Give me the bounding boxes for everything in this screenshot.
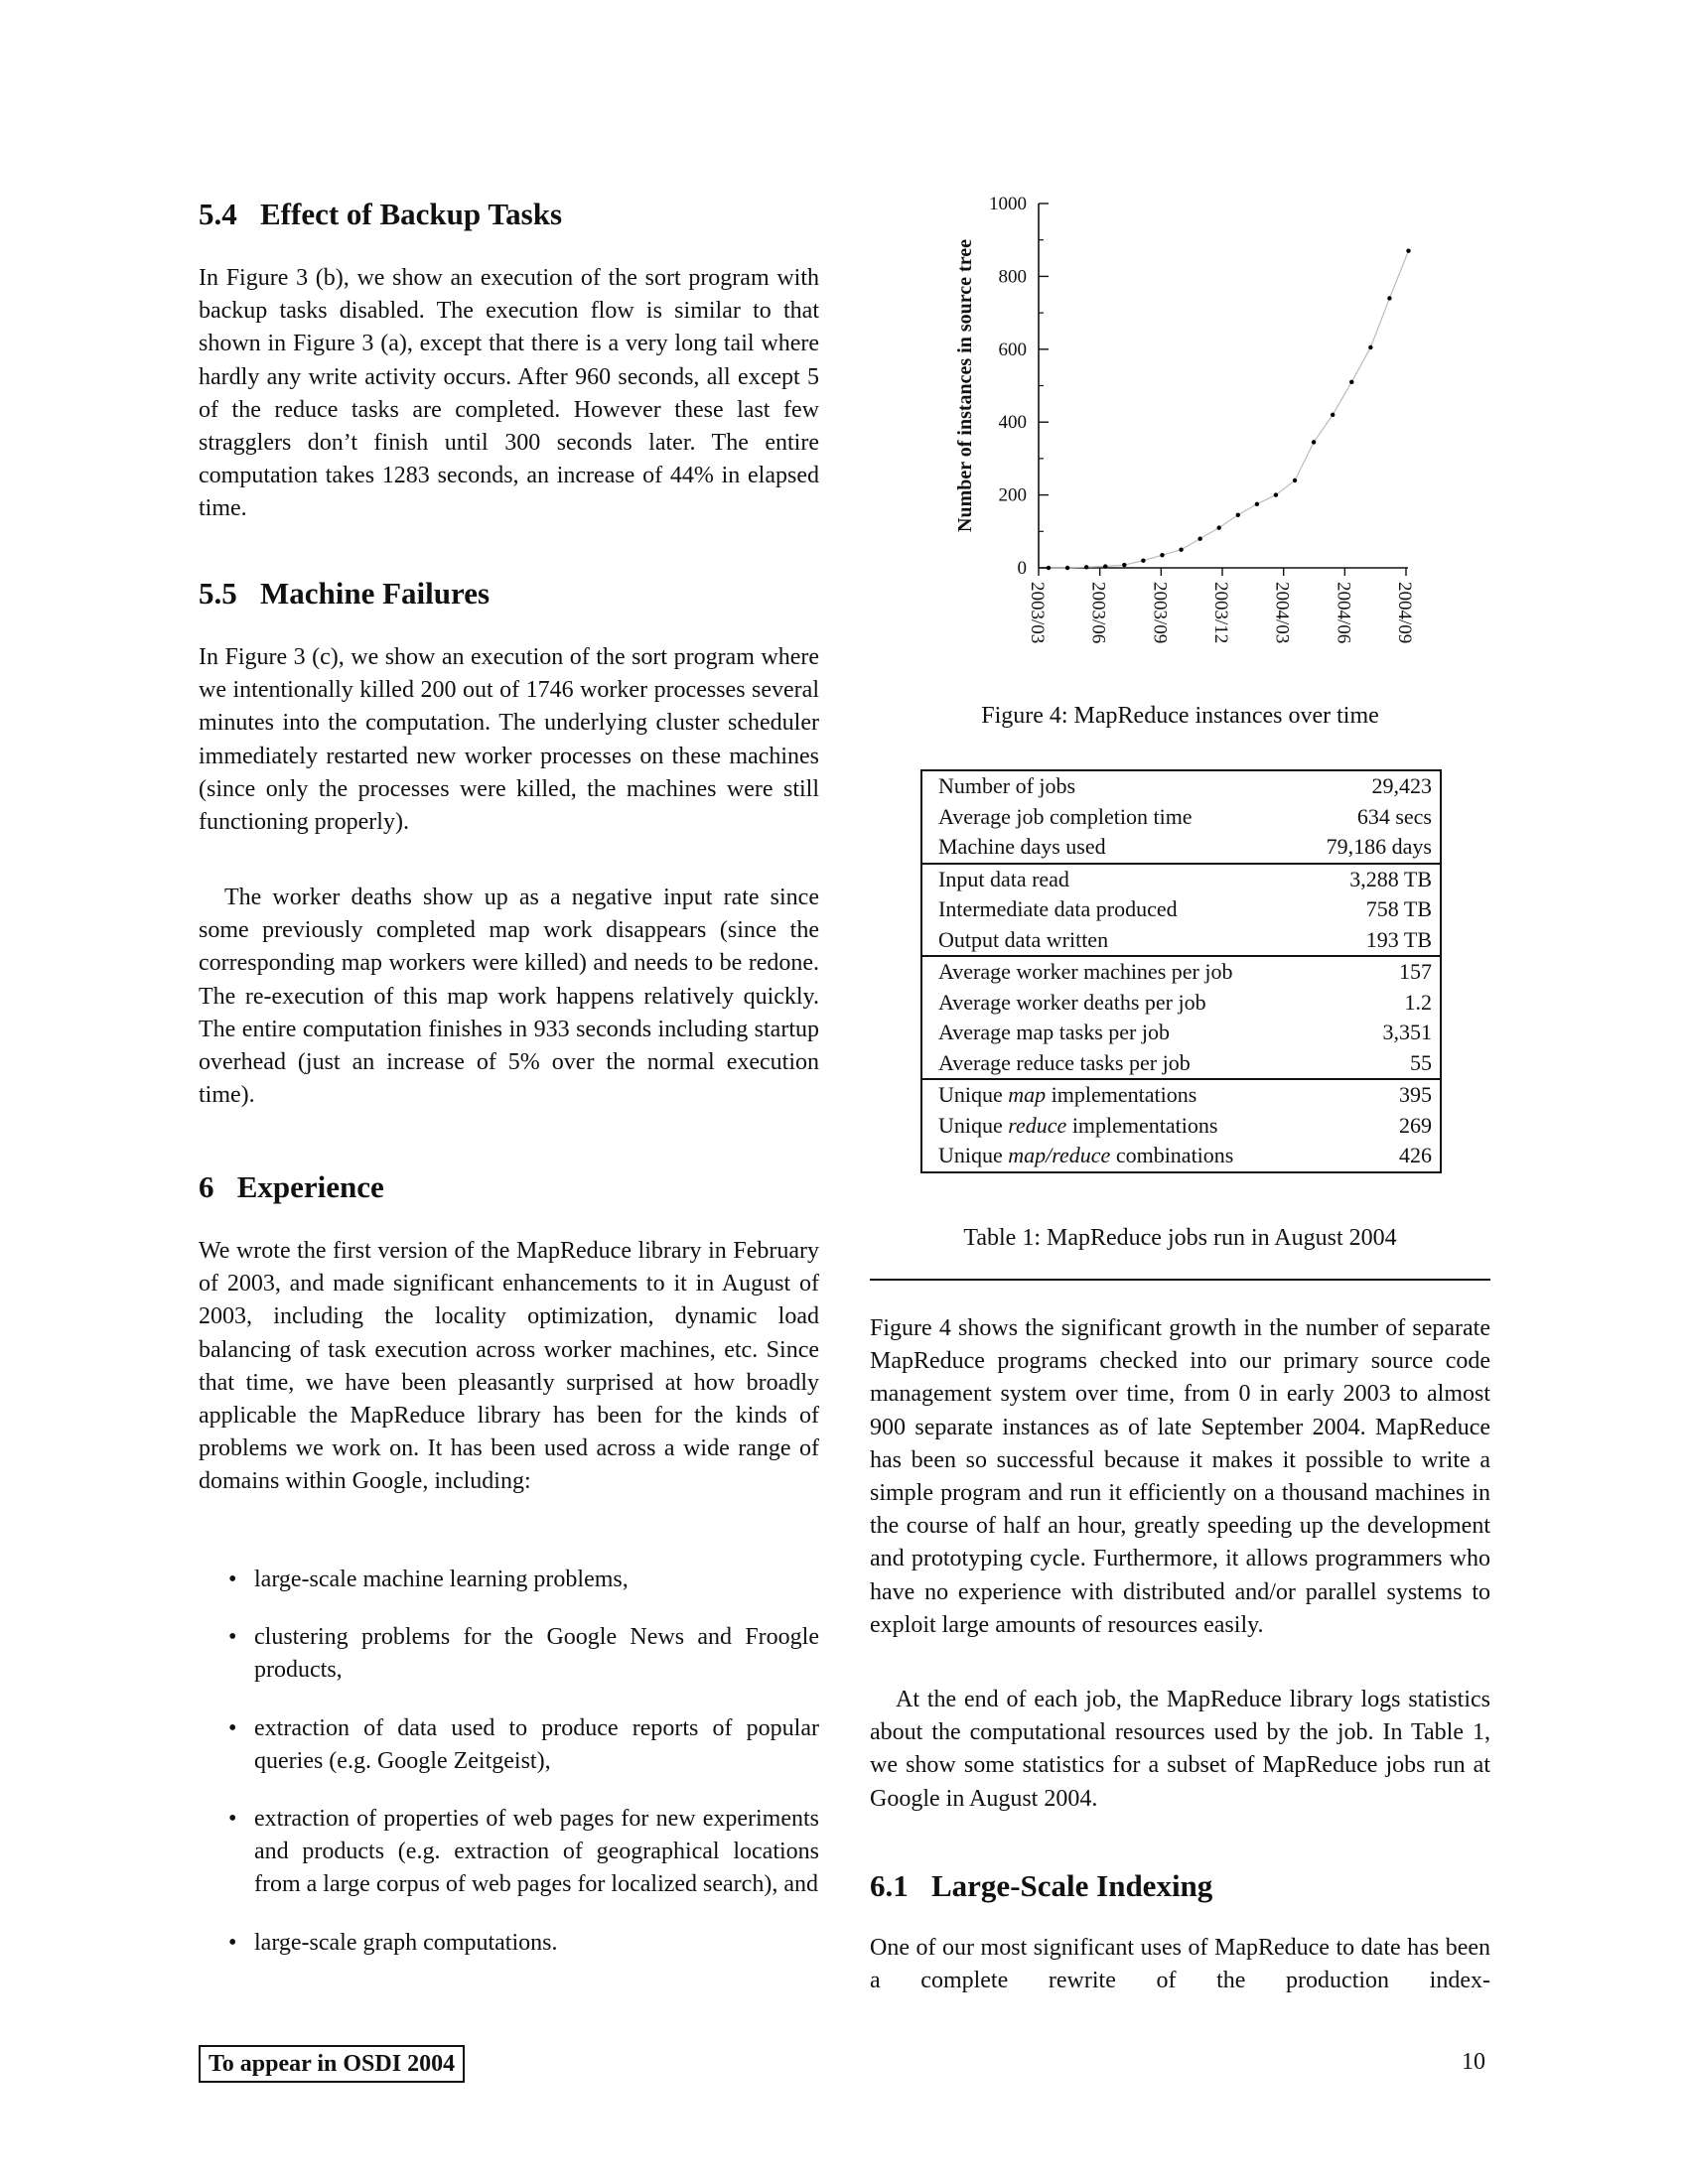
table-1-caption: Table 1: MapReduce jobs run in August 2004 xyxy=(963,1225,1397,1251)
section-5-5-heading xyxy=(199,576,490,612)
paragraph: In Figure 3 (b), we show an execution of the sort program with backup tasks disabled. The execution flow is similar to that shown in Figure 3 (a), except that there is a very long tail where hardly any write activity occurs. After 960 seconds, all except 5 of the reduce tasks are completed. However these last few stragglers don’t finish until 300 seconds later. The entire computation takes 1283 seconds, an increase of 44% in elapsed time. xyxy=(199,265,819,522)
table-row xyxy=(921,988,1441,1019)
table-row xyxy=(921,1111,1441,1142)
list-item: • extraction of properties of web pages for new experiments and products (e.g. extraction of geographical locations from a large corpus of web pages for localized search), and xyxy=(228,1806,819,1898)
data-point xyxy=(1349,380,1353,384)
data-point xyxy=(1197,536,1201,540)
data-point xyxy=(1160,553,1164,557)
data-point xyxy=(1179,547,1183,551)
table-row xyxy=(921,832,1441,864)
paragraph: The worker deaths show up as a negative input rate since some previously completed map work disappears (since the corresponding map workers were killed) and needs to be redone. The re-execution of this map work happens relatively quickly. The entire computation finishes in 933 seconds including startup overhead (just an increase of 5% over the normal execution time). xyxy=(199,885,819,1109)
data-point xyxy=(1274,492,1278,496)
paragraph: In Figure 3 (c), we show an execution of the sort program where we intentionally killed 200 out of 1746 worker processes several minutes into the computation. The underlying cluster scheduler immediately restarted new worker processes on these machines (since only the processes were killed, the machines were still functioning properly). xyxy=(199,644,819,836)
x-tick-label: 2003/09 xyxy=(1149,582,1171,644)
table-cell-label: Input data read xyxy=(921,864,1277,895)
y-tick-label: 600 xyxy=(998,339,1027,360)
table-cell-value: 157 xyxy=(1277,956,1441,988)
x-tick-label: 2004/03 xyxy=(1271,582,1293,644)
list-item: • large-scale machine learning problems, xyxy=(228,1567,629,1592)
section-title: Effect of Backup Tasks xyxy=(260,197,563,231)
section-number: 6.1 xyxy=(870,1868,909,1903)
table-cell-label: Average worker deaths per job xyxy=(938,989,1206,1015)
y-axis-label: Number of instances in source tree xyxy=(954,239,976,532)
table-cell-label: Unique map implementations xyxy=(921,1079,1277,1111)
data-point xyxy=(1084,565,1088,569)
y-tick-label: 200 xyxy=(998,484,1027,506)
table-cell-value: 634 secs xyxy=(1356,803,1432,829)
table-cell-value: 758 TB xyxy=(1365,896,1432,921)
x-tick-label: 2003/03 xyxy=(1027,582,1048,644)
data-point xyxy=(1217,525,1221,529)
table-row xyxy=(921,1141,1441,1172)
section-6-1-heading xyxy=(870,1868,1212,1904)
list-item: • extraction of data used to produce reports of popular queries (e.g. Google Zeitgeist), xyxy=(228,1714,819,1774)
paragraph: Figure 4 shows the significant growth in the number of separate MapReduce programs checked into our primary source code management system over time, from 0 in early 2003 to almost 900 separate instances as of late September 2004. MapReduce has been so successful because it makes it possible to write a simple program and run it efficiently on a thousand machines in the course of half an hour, greatly speeding up the development and prototyping cycle. Furthermore, it allows programmers who have no experience with distributed and/or parallel systems to exploit large amounts of resources easily. xyxy=(870,1315,1490,1638)
table-row xyxy=(921,864,1441,895)
table-row xyxy=(921,894,1441,925)
table-cell-label: Average worker machines per job xyxy=(921,956,1277,988)
data-point xyxy=(1406,249,1410,253)
series-line xyxy=(1049,251,1409,568)
paragraph: At the end of each job, the MapReduce library logs statistics about the computational resources used by the job. In Table 1, we show some statistics for a subset of MapReduce jobs run at Google in August 2004. xyxy=(870,1687,1490,1812)
table-row xyxy=(921,1018,1441,1048)
data-point xyxy=(1312,440,1316,444)
table-cell-label: Unique reduce implementations xyxy=(938,1112,1218,1138)
table-cell-value: 193 TB xyxy=(1365,926,1432,952)
data-point xyxy=(1103,564,1107,568)
y-tick-label: 0 xyxy=(1017,558,1027,579)
table-row xyxy=(921,925,1441,957)
data-point xyxy=(1047,566,1051,570)
x-tick-label: 2003/06 xyxy=(1087,582,1109,644)
y-tick-label: 400 xyxy=(998,412,1027,434)
section-number: 6 xyxy=(199,1169,214,1204)
x-tick-label: 2004/06 xyxy=(1333,582,1354,644)
section-number: 5.5 xyxy=(199,576,237,611)
table-cell-value: 55 xyxy=(1410,1049,1432,1075)
table-cell-label: Average job completion time xyxy=(938,803,1193,829)
table-cell-value: 29,423 xyxy=(1371,773,1432,798)
table-cell-label: Intermediate data produced xyxy=(938,896,1178,921)
paragraph: We wrote the first version of the MapReduce library in February of 2003, and made significant enhancements to it in August of 2003, including the locality optimization, dynamic load balancing of task execution across worker machines, etc. Since that time, we have been pleasantly surprised at how broadly applicable the MapReduce library has been for the kinds of problems we work on. It has been used across a wide range of domains within Google, including: xyxy=(199,1238,819,1495)
list-item: • clustering problems for the Google News and Froogle products, xyxy=(228,1624,819,1684)
table-row xyxy=(921,1079,1441,1111)
table-cell-label: Number of jobs xyxy=(938,773,1076,798)
figure-4-caption: Figure 4: MapReduce instances over time xyxy=(981,703,1379,729)
table-cell-label: Machine days used xyxy=(938,834,1106,859)
data-point xyxy=(1141,558,1145,562)
x-tick-label: 2003/12 xyxy=(1210,582,1231,644)
table-cell-value: 1.2 xyxy=(1404,989,1432,1015)
table-cell-label: Output data written xyxy=(938,926,1109,952)
data-point xyxy=(1387,296,1391,300)
data-point xyxy=(1065,566,1069,570)
data-point xyxy=(1368,345,1372,349)
list-item: • large-scale graph computations. xyxy=(228,1929,558,1956)
section-title: Large-Scale Indexing xyxy=(931,1868,1213,1903)
x-tick-label: 2004/09 xyxy=(1394,582,1415,644)
data-point xyxy=(1122,563,1126,567)
figure-4-chart xyxy=(923,189,1420,675)
data-point xyxy=(1331,413,1335,417)
paragraph: One of our most significant uses of MapReduce to date has been a complete rewrite of the production index- xyxy=(870,1935,1490,1994)
data-point xyxy=(1293,478,1297,482)
y-tick-label: 1000 xyxy=(989,194,1027,214)
page-number: 10 xyxy=(1462,2049,1485,2075)
table-cell-label: Average reduce tasks per job xyxy=(938,1049,1191,1075)
table-cell-value: 269 xyxy=(1399,1112,1432,1138)
divider xyxy=(870,1279,1490,1281)
table-cell-value: 79,186 days xyxy=(1326,834,1432,859)
section-5-4-heading xyxy=(199,197,562,232)
section-6-heading xyxy=(199,1169,384,1205)
table-row xyxy=(921,1048,1441,1080)
venue-label: To appear in OSDI 2004 xyxy=(199,2045,465,2083)
section-title: Machine Failures xyxy=(260,576,491,611)
data-point xyxy=(1236,513,1240,517)
section-title: Experience xyxy=(236,1169,384,1204)
domain-list xyxy=(199,1564,819,1984)
table-cell-value: 395 xyxy=(1277,1079,1441,1111)
table-cell-value: 3,351 xyxy=(1382,1020,1432,1044)
table-row xyxy=(921,770,1441,802)
table-cell-label: Average map tasks per job xyxy=(938,1020,1170,1044)
section-number: 5.4 xyxy=(199,197,237,231)
table-row xyxy=(921,802,1441,833)
table-cell-label: Unique map/reduce combinations xyxy=(938,1143,1234,1167)
table-cell-value: 426 xyxy=(1399,1143,1432,1167)
y-tick-label: 800 xyxy=(998,266,1027,288)
table-1 xyxy=(920,769,1442,1173)
table-cell-value: 3,288 TB xyxy=(1277,864,1441,895)
table-row xyxy=(921,956,1441,988)
data-point xyxy=(1255,502,1259,506)
